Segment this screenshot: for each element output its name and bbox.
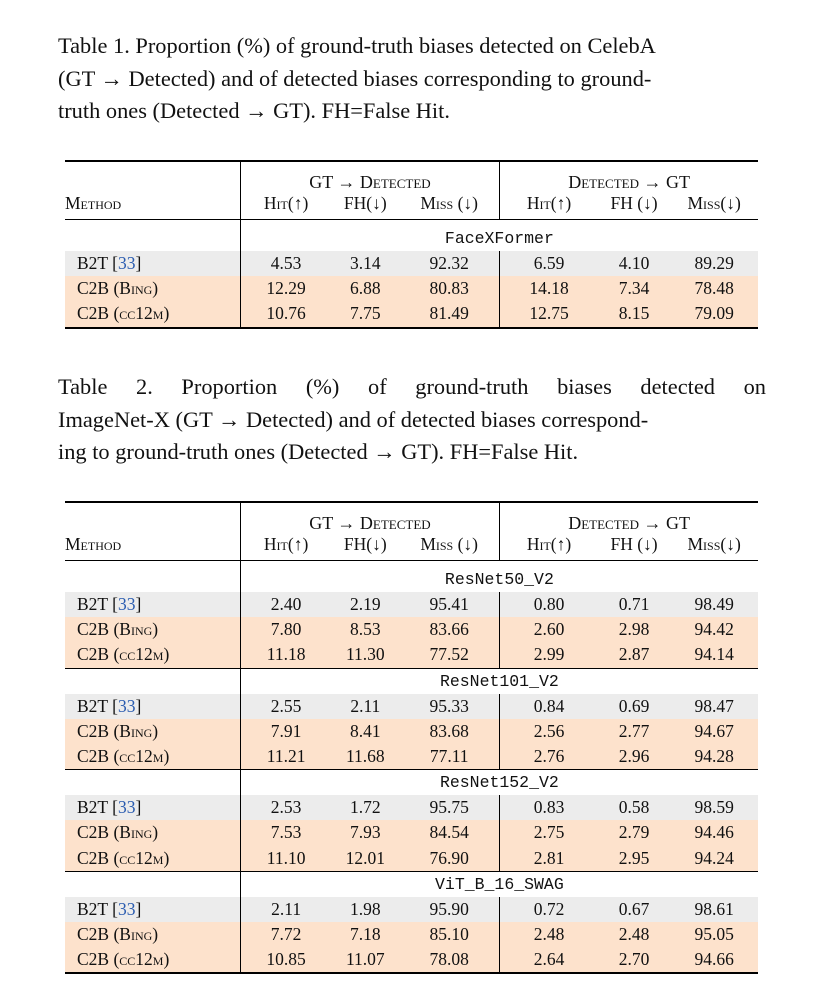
value-cell: 2.96 [598,744,670,770]
value-cell: 98.59 [670,795,758,820]
caption-line: ing to ground-truth ones (Detected → GT). FH=False Hit. [58,439,579,464]
value-cell: 11.21 [240,744,331,770]
value-cell: 2.75 [500,820,598,845]
column-header-label: FH (↓) [610,534,658,554]
table-row [65,922,758,947]
method-cell: B2T [33] [65,795,240,820]
method-name: C2B (Bing) [77,278,159,299]
value-cell: 94.24 [670,846,758,872]
column-header [331,193,399,220]
value-cell: 12.29 [240,276,331,301]
column-header-label: Miss(↓) [687,193,741,213]
value-cell: 77.11 [399,744,499,770]
citation-link[interactable]: 33 [118,898,136,919]
table-1 [65,160,758,329]
table-row [65,301,758,327]
caption-line: (GT → Detected) and of detected biases corresponding to ground- [58,65,652,91]
method-cell: B2T [33] [65,897,240,922]
model-row [65,871,758,897]
table-row [65,276,758,301]
value-cell: 4.53 [240,251,331,276]
value-cell: 2.55 [240,694,331,719]
value-cell: 0.69 [598,694,670,719]
value-cell: 94.42 [670,617,758,642]
table-2-caption [58,371,766,469]
column-header [670,534,758,561]
value-cell: 80.83 [399,276,499,301]
value-cell: 7.80 [240,617,331,642]
value-cell: 0.83 [500,795,598,820]
value-cell: 0.67 [598,897,670,922]
method-name: B2T [77,253,108,274]
header-group-row [65,502,758,534]
model-row [65,226,758,251]
citation-link[interactable]: 33 [118,797,136,818]
table-row [65,744,758,770]
method-cell [65,846,240,872]
table-2 [65,501,758,974]
value-cell: 2.48 [500,922,598,947]
value-cell: 12.01 [331,846,399,872]
column-header-label: Miss (↓) [420,193,479,213]
value-cell: 95.75 [399,795,499,820]
method-name: C2B (Bing) [77,923,159,944]
column-header [670,193,758,220]
column-header [598,193,670,220]
column-header-label: Method [65,193,122,213]
value-cell: 78.08 [399,947,499,973]
column-header [240,534,331,561]
value-cell: 2.70 [598,947,670,973]
method-cell [65,922,240,947]
header-blank [65,502,240,534]
header-group-detected-gt [500,161,758,193]
model-row-blank [65,871,240,897]
column-header-label: Miss (↓) [420,534,479,554]
value-cell: 85.10 [399,922,499,947]
method-name: C2B (cc12m) [77,644,170,665]
value-cell: 98.61 [670,897,758,922]
caption-line: Table 1. Proportion (%) of ground-truth biases detected on CelebA [58,33,656,58]
model-name: ResNet50_V2 [240,567,758,592]
value-cell: 2.53 [240,795,331,820]
value-cell: 94.46 [670,820,758,845]
column-header [500,193,598,220]
table-row [65,947,758,973]
value-cell: 1.72 [331,795,399,820]
column-header [65,534,240,561]
table-row [65,795,758,820]
value-cell: 94.14 [670,642,758,668]
value-cell: 84.54 [399,820,499,845]
value-cell: 7.93 [331,820,399,845]
header-group-label: Detected → GT [568,172,690,192]
model-row-blank [65,567,240,592]
value-cell: 2.11 [331,694,399,719]
value-cell: 0.58 [598,795,670,820]
value-cell: 7.72 [240,922,331,947]
table-row [65,820,758,845]
method-cell [65,642,240,668]
header-group-detected-gt [500,502,758,534]
column-header [331,534,399,561]
value-cell: 12.75 [500,301,598,327]
column-header [500,534,598,561]
model-name: ResNet101_V2 [240,668,758,694]
value-cell: 76.90 [399,846,499,872]
model-row-blank [65,770,240,796]
header-group-label: GT → Detected [309,513,431,533]
value-cell: 8.15 [598,301,670,327]
method-name: B2T [77,594,108,615]
header-group-gt-detected [240,161,499,193]
value-cell: 2.48 [598,922,670,947]
value-cell: 83.68 [399,719,499,744]
value-cell: 7.75 [331,301,399,327]
value-cell: 2.40 [240,592,331,617]
value-cell: 1.98 [331,897,399,922]
model-row [65,668,758,694]
model-row-blank [65,668,240,694]
value-cell: 2.64 [500,947,598,973]
method-cell [65,719,240,744]
header-group-row [65,161,758,193]
method-cell [65,617,240,642]
table-row [65,719,758,744]
value-cell: 11.30 [331,642,399,668]
value-cell: 11.68 [331,744,399,770]
method-name: C2B (Bing) [77,720,159,741]
value-cell: 83.66 [399,617,499,642]
value-cell: 77.52 [399,642,499,668]
value-cell: 2.77 [598,719,670,744]
caption-line: Table 2. Proportion (%) of ground-truth biases detected on [58,374,766,399]
citation-link[interactable]: 33 [118,253,136,274]
column-header-label: FH(↓) [343,534,387,554]
method-name: C2B (cc12m) [77,303,170,324]
value-cell: 4.10 [598,251,670,276]
value-cell: 7.18 [331,922,399,947]
value-cell: 2.99 [500,642,598,668]
value-cell: 6.59 [500,251,598,276]
model-name: ViT_B_16_SWAG [240,871,758,897]
value-cell: 2.56 [500,719,598,744]
method-cell: B2T [33] [65,592,240,617]
model-row [65,770,758,796]
method-name: B2T [77,898,108,919]
value-cell: 2.79 [598,820,670,845]
model-name: FaceXFormer [240,226,758,251]
method-cell [65,744,240,770]
caption-line: ImageNet-X (GT → Detected) and of detected biases correspond- [58,406,649,432]
header-column-row [65,534,758,561]
value-cell: 98.49 [670,592,758,617]
column-header-label: Hit(↑) [526,534,572,554]
value-cell: 95.41 [399,592,499,617]
table-row [65,617,758,642]
table-row [65,846,758,872]
column-header [399,193,499,220]
column-header-label: Hit(↑) [526,193,572,213]
value-cell: 94.28 [670,744,758,770]
value-cell: 2.87 [598,642,670,668]
value-cell: 0.71 [598,592,670,617]
method-name: C2B (cc12m) [77,949,170,970]
model-row-blank [65,226,240,251]
header-group-gt-detected [240,502,499,534]
method-cell [65,301,240,327]
method-cell [65,276,240,301]
value-cell: 8.41 [331,719,399,744]
citation-link[interactable]: 33 [118,594,136,615]
value-cell: 94.66 [670,947,758,973]
method-name: C2B (Bing) [77,619,159,640]
method-cell [65,947,240,973]
column-header-label: FH(↓) [343,193,387,213]
column-header [598,534,670,561]
value-cell: 6.88 [331,276,399,301]
method-name: B2T [77,695,108,716]
value-cell: 95.33 [399,694,499,719]
value-cell: 7.91 [240,719,331,744]
table-row [65,897,758,922]
value-cell: 11.07 [331,947,399,973]
value-cell: 7.34 [598,276,670,301]
value-cell: 11.18 [240,642,331,668]
table-row [65,694,758,719]
method-name: C2B (Bing) [77,822,159,843]
value-cell: 94.67 [670,719,758,744]
value-cell: 0.80 [500,592,598,617]
value-cell: 78.48 [670,276,758,301]
header-group-label: GT → Detected [309,172,431,192]
value-cell: 2.60 [500,617,598,642]
value-cell: 3.14 [331,251,399,276]
header-column-row [65,193,758,220]
value-cell: 92.32 [399,251,499,276]
method-name: C2B (cc12m) [77,746,170,767]
column-header [399,534,499,561]
table-row [65,642,758,668]
column-header-label: FH (↓) [610,193,658,213]
value-cell: 0.84 [500,694,598,719]
column-header-label: Hit(↑) [263,193,309,213]
value-cell: 79.09 [670,301,758,327]
value-cell: 10.85 [240,947,331,973]
citation-link[interactable]: 33 [118,695,136,716]
header-group-label: Detected → GT [568,513,690,533]
value-cell: 0.72 [500,897,598,922]
value-cell: 95.05 [670,922,758,947]
column-header [240,193,331,220]
value-cell: 89.29 [670,251,758,276]
value-cell: 98.47 [670,694,758,719]
method-cell: B2T [33] [65,694,240,719]
table-1-caption [58,30,766,128]
model-name: ResNet152_V2 [240,770,758,796]
value-cell: 81.49 [399,301,499,327]
method-name: C2B (cc12m) [77,847,170,868]
column-header-label: Method [65,534,122,554]
value-cell: 95.90 [399,897,499,922]
value-cell: 10.76 [240,301,331,327]
caption-line: truth ones (Detected → GT). FH=False Hit. [58,98,450,123]
method-cell [65,820,240,845]
value-cell: 2.19 [331,592,399,617]
header-blank [65,161,240,193]
value-cell: 2.76 [500,744,598,770]
value-cell: 14.18 [500,276,598,301]
table-row [65,592,758,617]
value-cell: 8.53 [331,617,399,642]
column-header-label: Hit(↑) [263,534,309,554]
value-cell: 2.98 [598,617,670,642]
value-cell: 11.10 [240,846,331,872]
method-cell: B2T [33] [65,251,240,276]
value-cell: 7.53 [240,820,331,845]
column-header-label: Miss(↓) [687,534,741,554]
table-row [65,251,758,276]
value-cell: 2.11 [240,897,331,922]
column-header [65,193,240,220]
value-cell: 2.81 [500,846,598,872]
method-name: B2T [77,797,108,818]
model-row [65,567,758,592]
value-cell: 2.95 [598,846,670,872]
